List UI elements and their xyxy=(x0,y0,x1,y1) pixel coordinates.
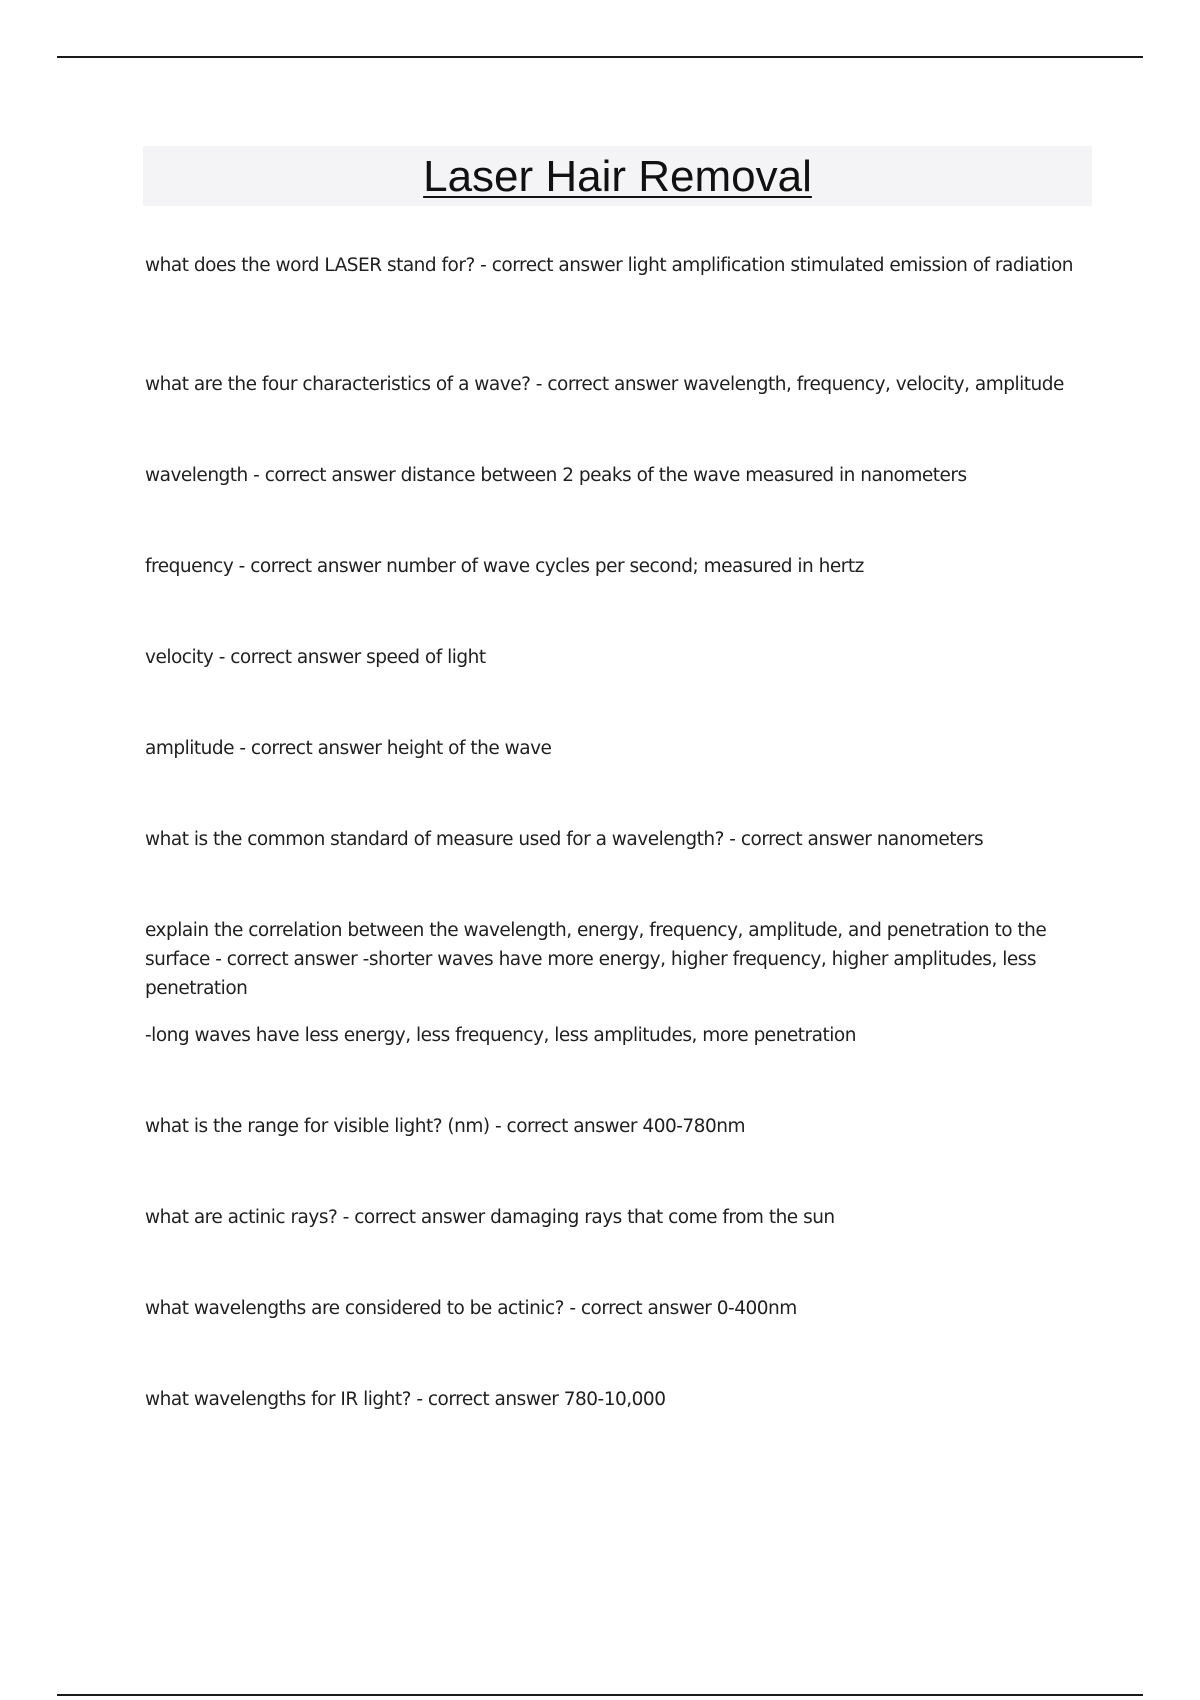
qa-item-9 xyxy=(145,1112,1090,1141)
answer-separator: - correct answer xyxy=(233,556,387,577)
question: what is the common standard of measure used for a wavelength? xyxy=(145,829,724,850)
qa-item-8 xyxy=(145,916,1090,1003)
answer-separator: - correct answer xyxy=(213,647,367,668)
page-title: Laser Hair Removal xyxy=(423,152,812,201)
answer-separator: - correct answer xyxy=(209,949,363,970)
answer-separator: - correct answer xyxy=(563,1298,717,1319)
qa-item-8-continuation: -long waves have less energy, less frequency, less amplitudes, more penetration xyxy=(145,1025,856,1046)
question: what wavelengths are considered to be actinic? xyxy=(145,1298,564,1319)
answer: speed of light xyxy=(366,647,486,668)
qa-item-3 xyxy=(145,461,1090,490)
answer: height of the wave xyxy=(386,738,552,759)
qa-item-1 xyxy=(145,251,1090,280)
answer-separator: - correct answer xyxy=(337,1207,491,1228)
answer-separator: - correct answer xyxy=(489,1116,643,1137)
top-rule xyxy=(57,56,1143,58)
qa-item-5 xyxy=(145,643,1090,672)
question: what are the four characteristics of a wave? xyxy=(145,374,531,395)
question: frequency xyxy=(145,556,234,577)
answer: light amplification stimulated emission of radiation xyxy=(627,255,1074,276)
question: explain the correlation between the wavelength, energy, frequency, amplitude, and penetration to the surface xyxy=(145,920,1047,970)
answer: -shorter waves have more energy, higher frequency, higher amplitudes, less penetration xyxy=(145,949,1037,999)
question: wavelength xyxy=(145,465,248,486)
question: amplitude xyxy=(145,738,234,759)
qa-item-2 xyxy=(145,370,1090,399)
answer-separator: - correct answer xyxy=(723,829,877,850)
question: velocity xyxy=(145,647,214,668)
answer: 400-780nm xyxy=(642,1116,745,1137)
question: what are actinic rays? xyxy=(145,1207,338,1228)
bottom-rule xyxy=(57,1694,1143,1696)
answer: distance between 2 peaks of the wave measured in nanometers xyxy=(400,465,967,486)
answer: nanometers xyxy=(876,829,984,850)
question: what does the word LASER stand for? xyxy=(145,255,475,276)
answer-separator: - correct answer xyxy=(410,1389,564,1410)
answer: 780-10,000 xyxy=(563,1389,666,1410)
answer: 0-400nm xyxy=(716,1298,797,1319)
answer-separator: - correct answer xyxy=(234,738,387,759)
qa-item-11 xyxy=(145,1294,1090,1323)
qa-item-6 xyxy=(145,734,1090,763)
title-band xyxy=(143,146,1092,206)
answer: number of wave cycles per second; measured in hertz xyxy=(386,556,864,577)
question: what wavelengths for IR light? xyxy=(145,1389,411,1410)
answer-separator: - correct answer xyxy=(247,465,401,486)
answer-separator: - correct answer xyxy=(474,255,628,276)
qa-item-10 xyxy=(145,1203,1090,1232)
answer-separator: - correct answer xyxy=(530,374,684,395)
qa-item-12 xyxy=(145,1385,1090,1414)
answer: wavelength, frequency, velocity, amplitude xyxy=(683,374,1064,395)
qa-item-7 xyxy=(145,825,1090,854)
qa-item-4 xyxy=(145,552,1090,581)
answer: damaging rays that come from the sun xyxy=(490,1207,835,1228)
question: what is the range for visible light? (nm) xyxy=(145,1116,490,1137)
